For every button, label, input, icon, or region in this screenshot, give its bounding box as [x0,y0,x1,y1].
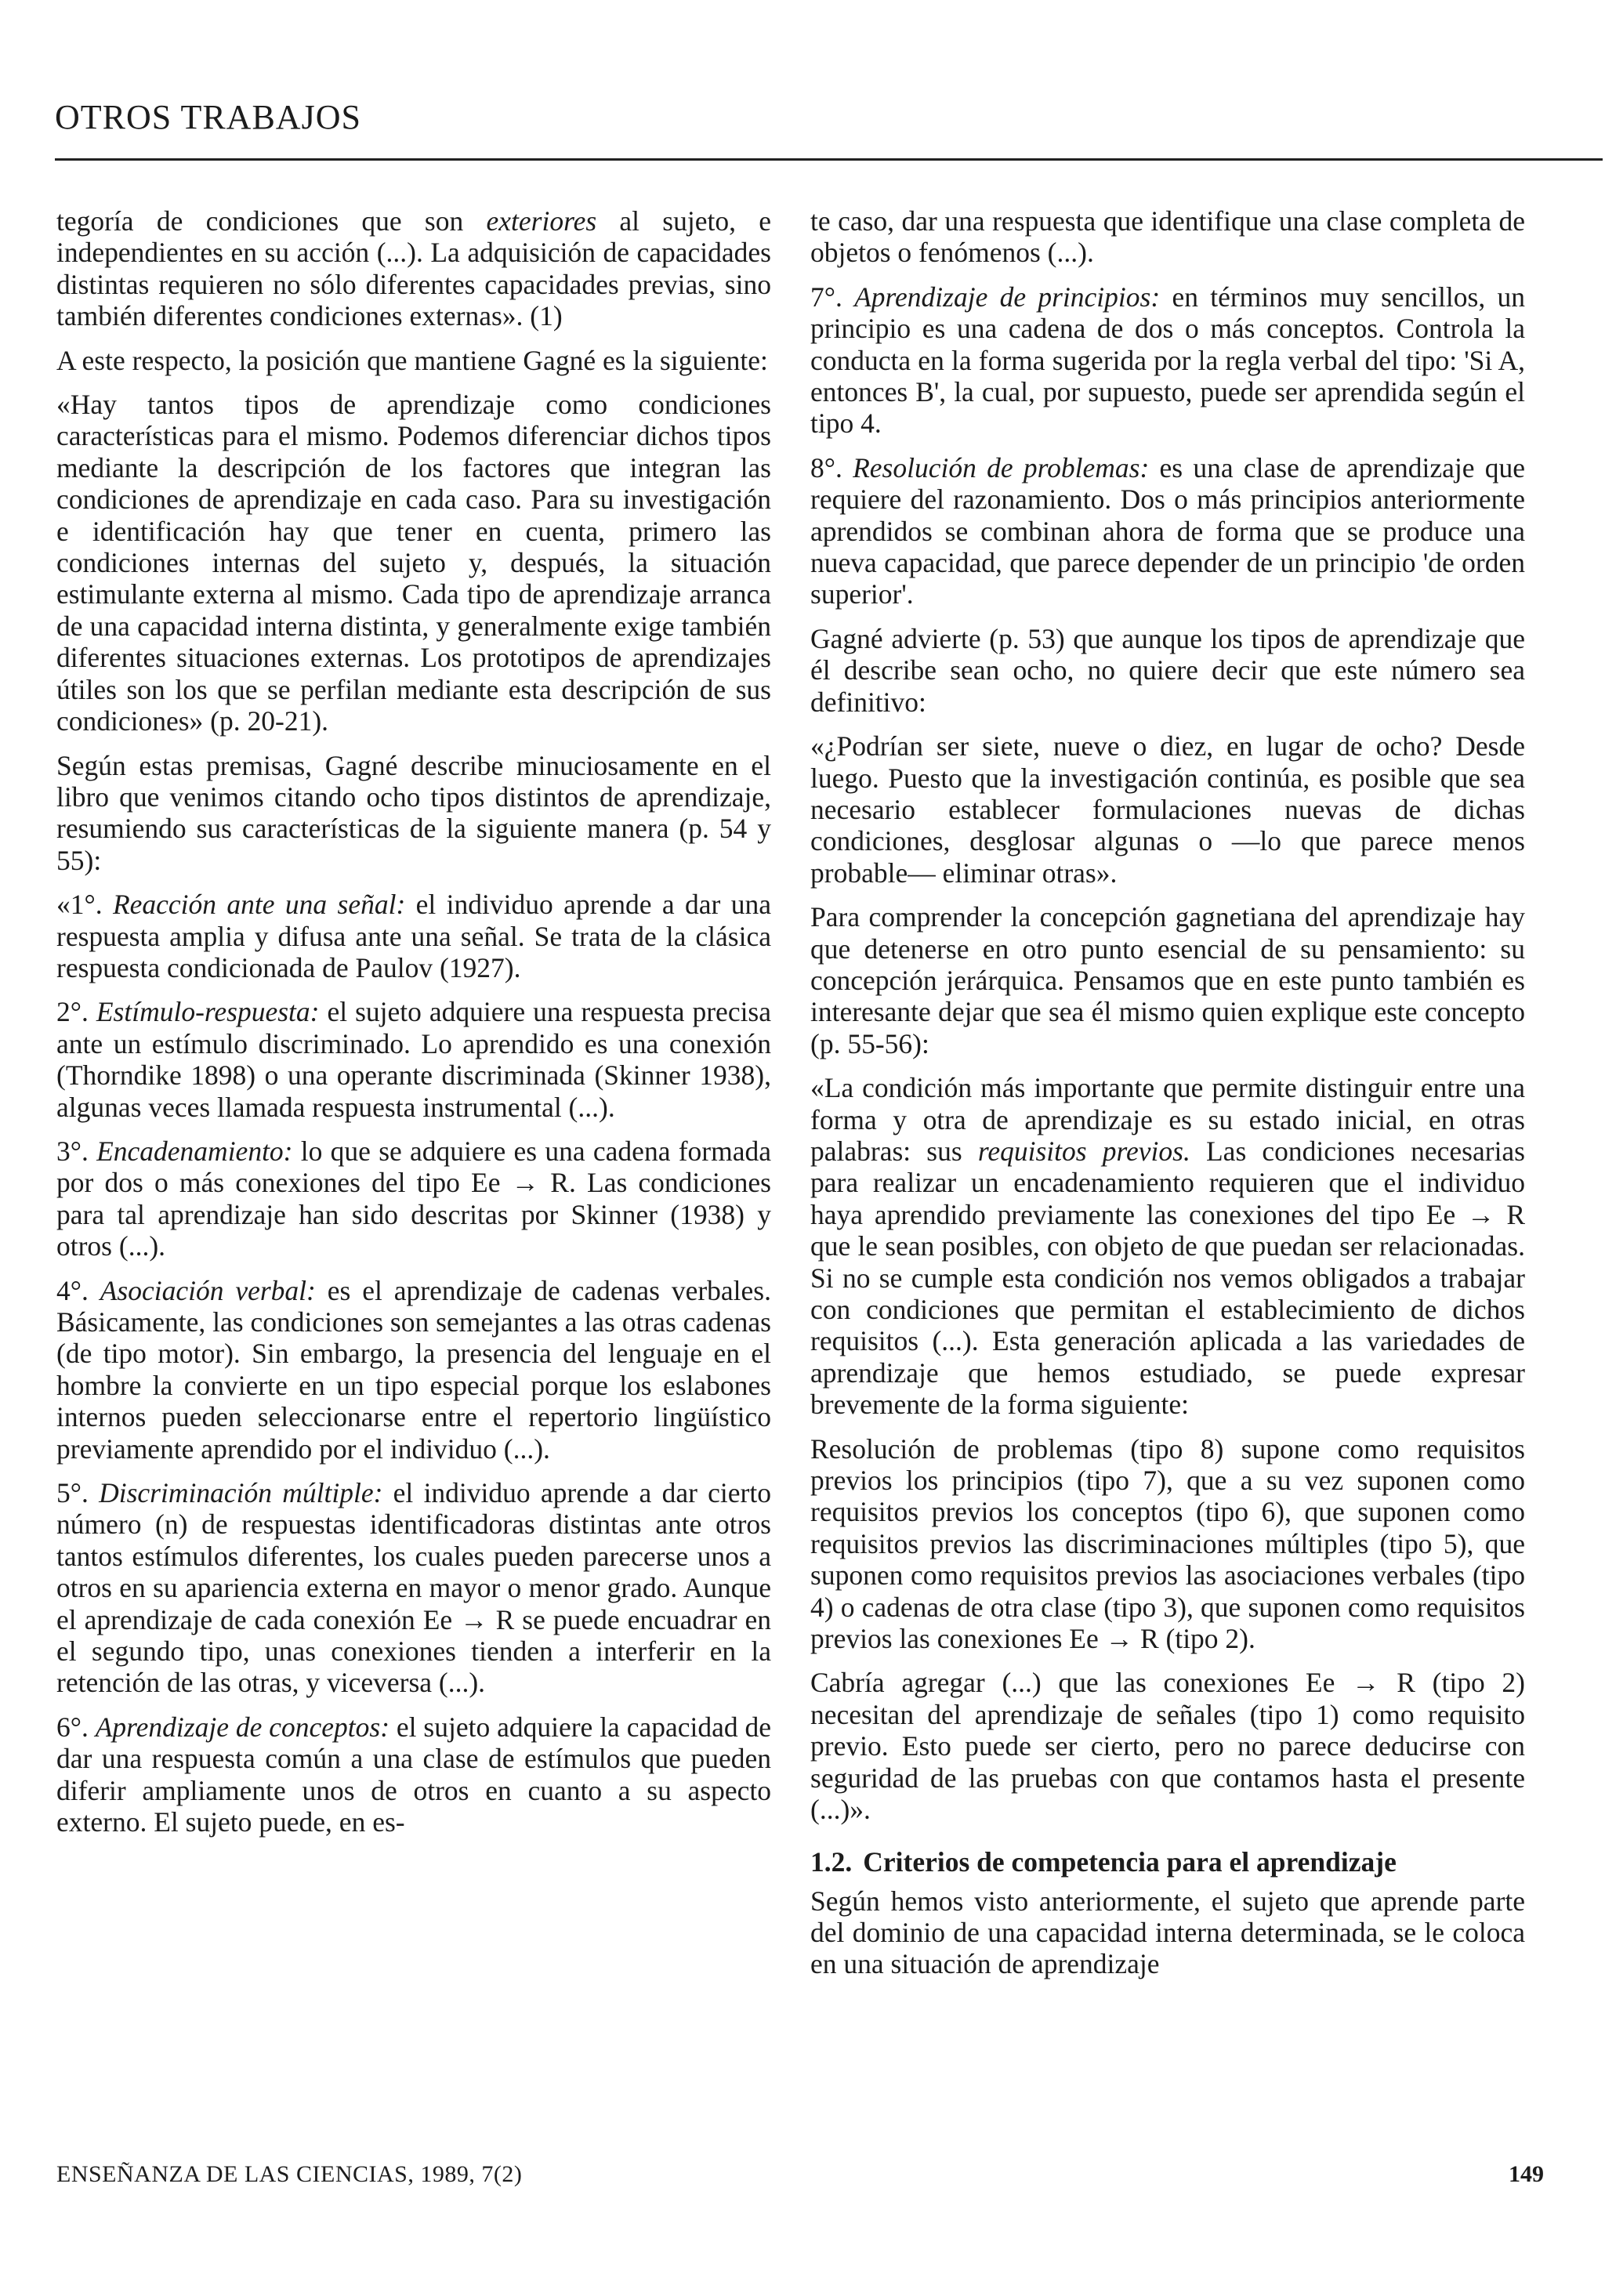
section-number: 1.2. [810,1845,853,1878]
left-column-paragraph: 2°. Estímulo-respuesta: el sujeto adquiere una respuesta precisa ante un estímulo discriminado. Lo aprendido es una conexión (Thorndike 1898) o una operante discriminada (Skinner 1938), algunas veces llamada respuesta instrumental (...). [56,996,772,1123]
right-column-paragraph: 7°. Aprendizaje de principios: en términos muy sencillos, un principio es una cadena de dos o más conceptos. Controla la conducta en la forma sugerida por la regla verbal del tipo: 'Si A, entonces B', la cual, por supuesto, puede ser aprendida según el tipo 4. [810,281,1525,440]
left-column-paragraph: tegoría de condiciones que son exteriores al sujeto, e independientes en su acción (...). La adquisición de capacidades distintas requieren no sólo diferentes capacidades previas, sino también diferentes condiciones externas». (1) [56,205,771,332]
right-column-paragraph: Para comprender la concepción gagnetiana del aprendizaje hay que detenerse en otro punto esencial de su pensamiento: su concepción jerárquica. Pensamos que en este punto también es interesante dejar que sea él mismo quien explique este concepto (p. 55-56): [810,901,1525,1059]
left-column-paragraph: Según estas premisas, Gagné describe minuciosamente en el libro que venimos citando ocho tipos distintos de aprendizaje, resumiendo sus características de la siguiente manera (p. 54 y 55): [56,749,771,876]
right-column-paragraph: «¿Podrían ser siete, nueve o diez, en lugar de ocho? Desde luego. Puesto que la investigación continúa, es posible que sea necesario establecer formulaciones nuevas de dichas condiciones, desglosar algunas o —lo que parece menos probable— eliminar otras». [810,730,1525,889]
left-column-paragraph: 6°. Aprendizaje de conceptos: el sujeto adquiere la capacidad de dar una respuesta común a una clase de estímulos que pueden diferir ampliamente unos de otros en cuanto a su aspecto externo. El sujeto puede, en es- [56,1711,771,1838]
right-column-paragraph: Gagné advierte (p. 53) que aunque los tipos de aprendizaje que él describe sean ocho, no quiere decir que este número sea definitivo: [810,622,1525,718]
right-column-paragraph: «La condición más importante que permite distinguir entre una forma y otra de aprendizaje es su estado inicial, en otras palabras: sus requisitos previos. Las condiciones necesarias para realizar un encadenamiento requieren que el individuo haya aprendido previamente las conexiones del tipo Ee → R que le sean posibles, con objeto de que puedan ser relacionadas. Si no se cumple esta condición nos vemos obligados a trabajar con condiciones que permitan el establecimiento de dichos requisitos (...). Esta generación aplicada a las variedades de aprendizaje que hemos estudiado, se puede expresar brevemente de la forma siguiente: [810,1072,1526,1421]
left-column-paragraph: 4°. Asociación verbal: es el aprendizaje de cadenas verbales. Básicamente, las condiciones son semejantes a las otras cadenas (de tipo motor). Sin embargo, la presencia del lenguaje en el hombre la convierte en un tipo especial porque los eslabones internos pueden seleccionarse entre el repertorio lingüístico previamente aprendido por el individuo (...). [56,1274,771,1465]
left-column-paragraph: «1°. Reacción ante una señal: el individuo aprende a dar una respuesta amplia y difusa ante una señal. Se trata de la clásica respuesta condicionada de Paulov (1927). [56,889,771,983]
left-column-paragraph: A este respecto, la posición que mantiene Gagné es la siguiente: [56,344,768,376]
header-rule [55,158,1603,161]
left-column-paragraph: 3°. Encadenamiento: lo que se adquiere es una cadena formada por dos o más conexiones del tipo Ee → R. Las condiciones para tal aprendizaje han sido descritas por Skinner (1938) y otros (...). [56,1135,771,1262]
right-column-paragraph: 8°. Resolución de problemas: es una clase de aprendizaje que requiere del razonamiento. Dos o más principios anteriormente aprendidos se combinan ahora de forma que se produce una nueva capacidad, que parece depender de un principio 'de orden superior'. [810,451,1526,610]
journal-citation: ENSEÑANZA DE LAS CIENCIAS, 1989, 7(2) [56,2161,523,2187]
right-column [810,205,1525,1993]
right-column-paragraph: te caso, dar una respuesta que identifique una clase completa de objetos o fenómenos (...). [810,205,1525,269]
running-head: OTROS TRABAJOS [55,98,361,136]
left-column-paragraph: «Hay tantos tipos de aprendizaje como condiciones características para el mismo. Podemos diferenciar dichos tipos mediante la descripción de los factores que integran las condiciones de aprendizaje en cada caso. Para su investigación e identificación hay que tener en cuenta, primero las condiciones internas del sujeto y, después, la situación estimulante externa al mismo. Cada tipo de aprendizaje arranca de una capacidad interna distinta, y generalmente exige también diferentes situaciones externas. Los prototipos de aprendizajes útiles son los que se perfilan mediante esta descripción de sus condiciones» (p. 20-21). [56,389,771,737]
section-heading [810,1846,1525,1878]
right-column-paragraph: Según hemos visto anteriormente, el sujeto que aprende parte del dominio de una capacidad interna determinada, se le coloca en una situación de aprendizaje [810,1885,1525,1980]
right-column-paragraph: Resolución de problemas (tipo 8) supone como requisitos previos los principios (tipo 7), que a su vez suponen como requisitos previos los conceptos (tipo 6), que suponen como requisitos previos las discriminaciones múltiples (tipo 5), que suponen como requisitos previos las asociaciones verbales (tipo 4) o cadenas de otra clase (tipo 3), que suponen como requisitos previos las conexiones Ee → R (tipo 2). [810,1432,1525,1655]
left-column-paragraph: 5°. Discriminación múltiple: el individuo aprende a dar cierto número (n) de respuestas identificadoras distintas ante otros tantos estímulos diferentes, los cuales pueden parecerse unos a otros en su apariencia externa en mayor o menor grado. Aunque el aprendizaje de cada conexión Ee → R se puede encuadrar en el segundo tipo, unas conexiones tienden a interferir en la retención de las otras, y viceversa (...). [56,1477,771,1699]
section-title: Criterios de competencia para el aprendizaje [863,1845,1397,1878]
page-number: 149 [1509,2161,1544,2187]
left-column [56,205,771,1851]
right-column-paragraph: Cabría agregar (...) que las conexiones Ee → R (tipo 2) necesitan del aprendizaje de señales (tipo 1) como requisito previo. Esto puede ser cierto, pero no parece deducirse con seguridad de las pruebas con que contamos hasta el presente (...)». [810,1667,1525,1826]
